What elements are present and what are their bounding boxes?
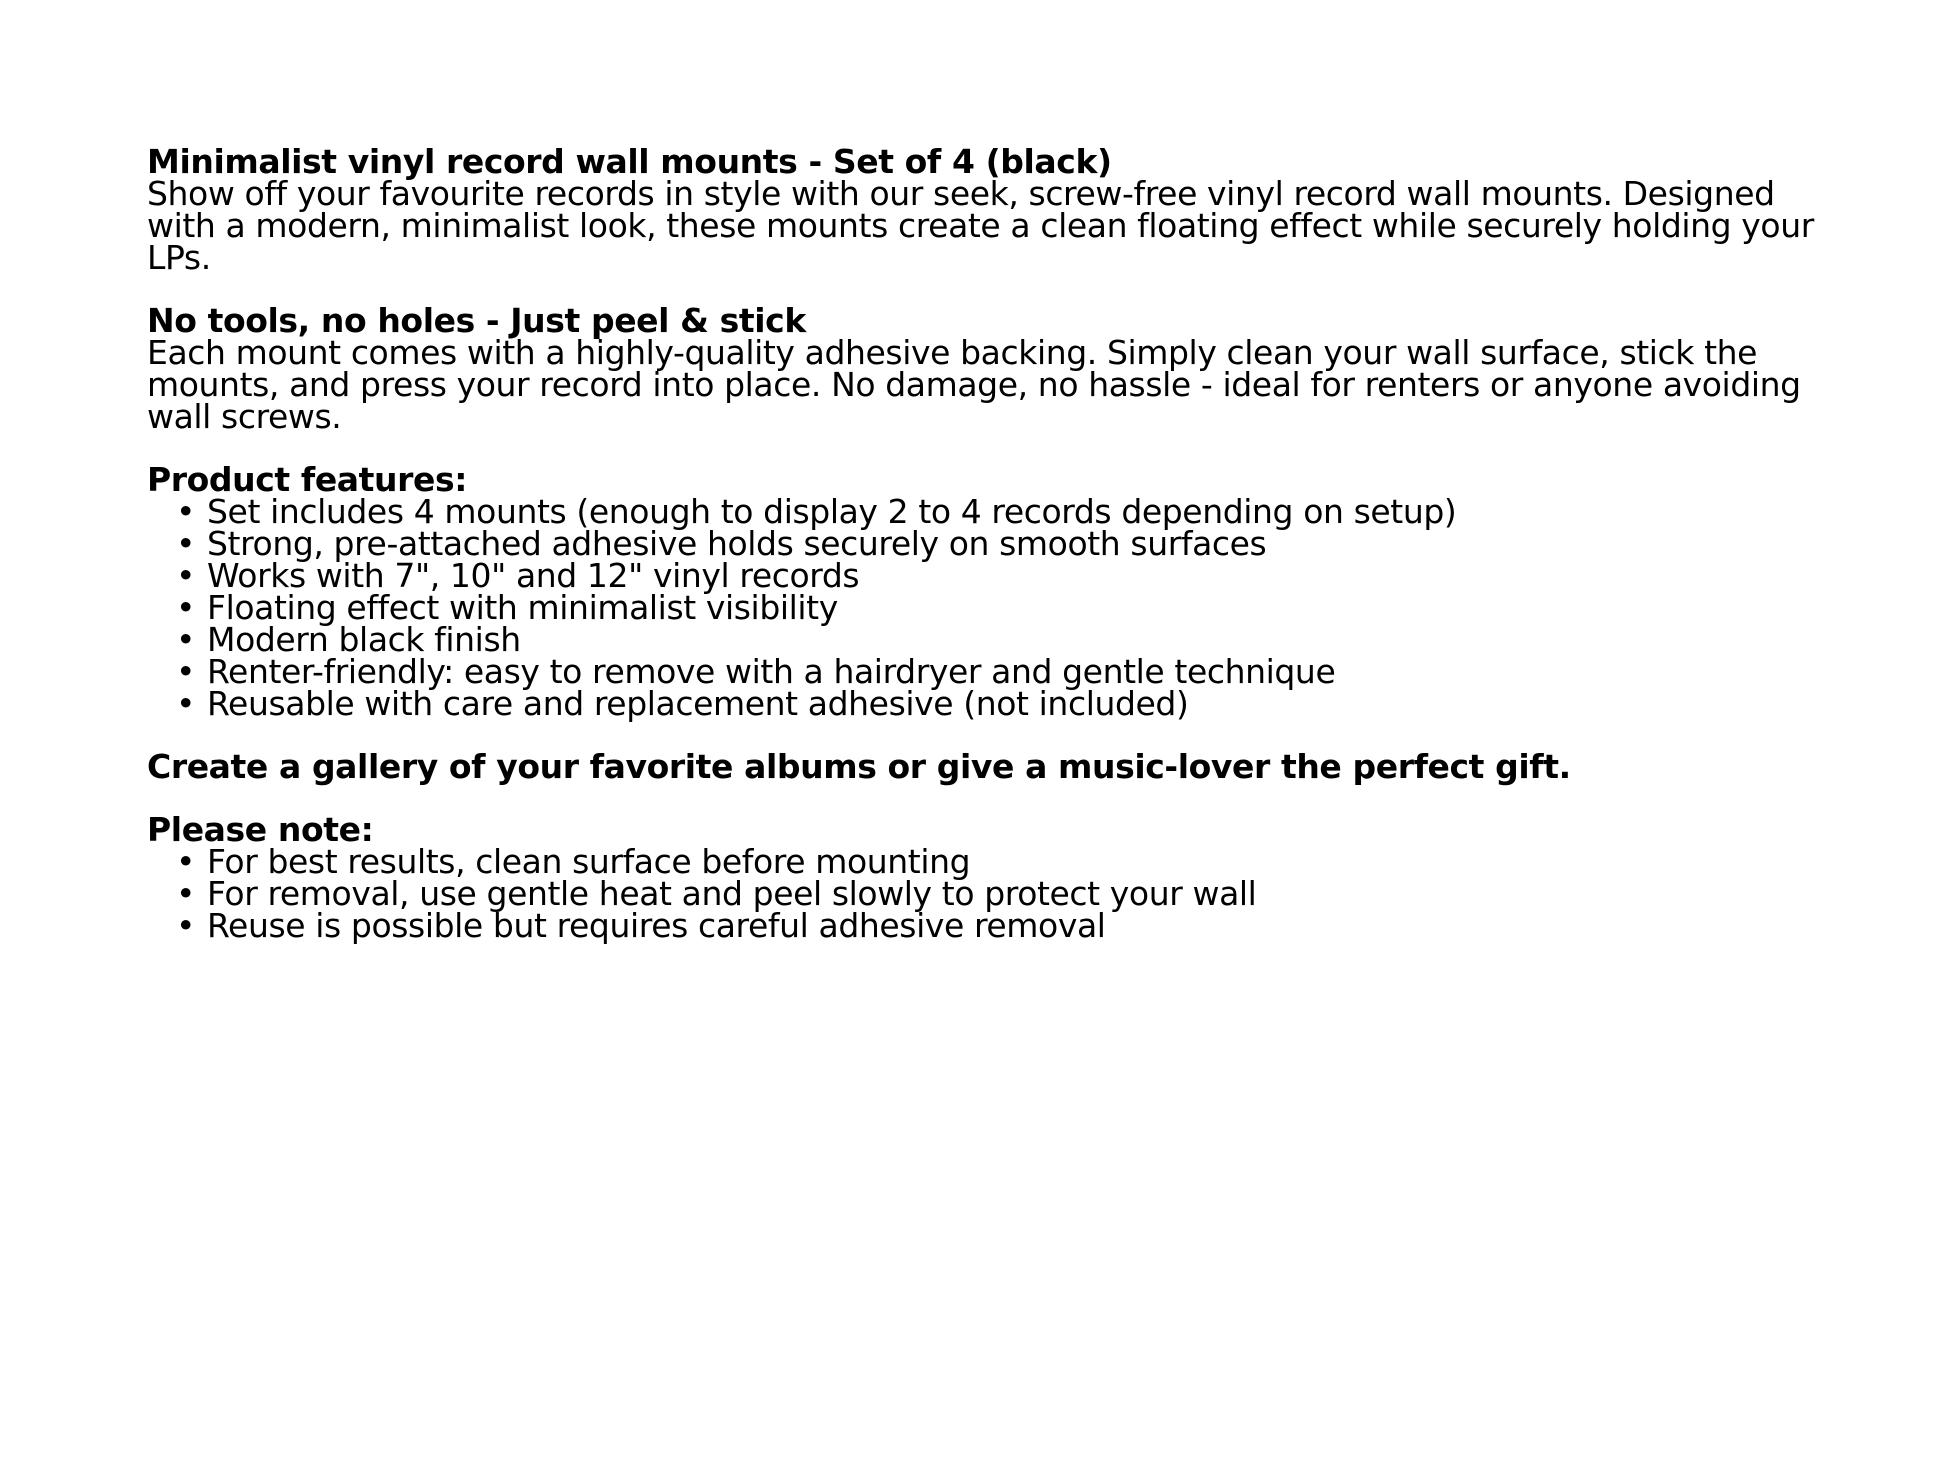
list-item-text: Strong, pre-attached adhesive holds securely on smooth surfaces [207,524,1267,563]
features-list [147,492,1847,723]
list-item-text: Modern black finish [207,620,521,659]
bullet-icon: • [176,588,196,627]
list-item-text: For best results, clean surface before mounting [207,842,971,881]
bullet-icon: • [176,492,196,531]
gift-tagline: Create a gallery of your favorite albums or give a music-lover the perfect gift. [147,747,1571,786]
list-item-text: Reusable with care and replacement adhesive (not included) [207,684,1189,723]
list-item [147,906,1847,945]
bullet-icon: • [176,684,196,723]
bullet-icon: • [176,524,196,563]
features-heading: Product features: [147,460,468,499]
list-item [147,684,1847,723]
install-paragraph: Each mount comes with a highly-quality adhesive backing. Simply clean your wall surface, stick the mounts, and press your record into place. No damage, no hassle - ideal for renters or anyone avoiding wall screws. [147,333,1801,436]
bullet-icon: • [176,652,196,691]
product-title: Minimalist vinyl record wall mounts - Set of 4 (black) [147,142,1112,181]
list-item-text: Renter-friendly: easy to remove with a hairdryer and gentle technique [207,652,1336,691]
bullet-icon: • [176,874,196,913]
list-item-text: For removal, use gentle heat and peel slowly to protect your wall [207,874,1257,913]
bullet-icon: • [176,906,196,945]
note-list [147,842,1847,945]
intro-paragraph: Show off your favourite records in style with our seek, screw-free vinyl record wall mounts. Designed with a modern, minimalist look, these mounts create a clean floating effect while securely holding your LPs. [147,174,1814,277]
product-description [147,142,1847,945]
spacer [147,783,1847,814]
install-heading: No tools, no holes - Just peel & stick [147,301,806,340]
note-heading: Please note: [147,810,374,849]
bullet-icon: • [176,842,196,881]
list-item-text: Set includes 4 mounts (enough to display 2 to 4 records depending on setup) [207,492,1457,531]
bullet-icon: • [176,556,196,595]
list-item-text: Reuse is possible but requires careful adhesive removal [207,906,1106,945]
bullet-icon: • [176,620,196,659]
list-item-text: Floating effect with minimalist visibility [207,588,838,627]
list-item-text: Works with 7", 10" and 12" vinyl records [207,556,860,595]
